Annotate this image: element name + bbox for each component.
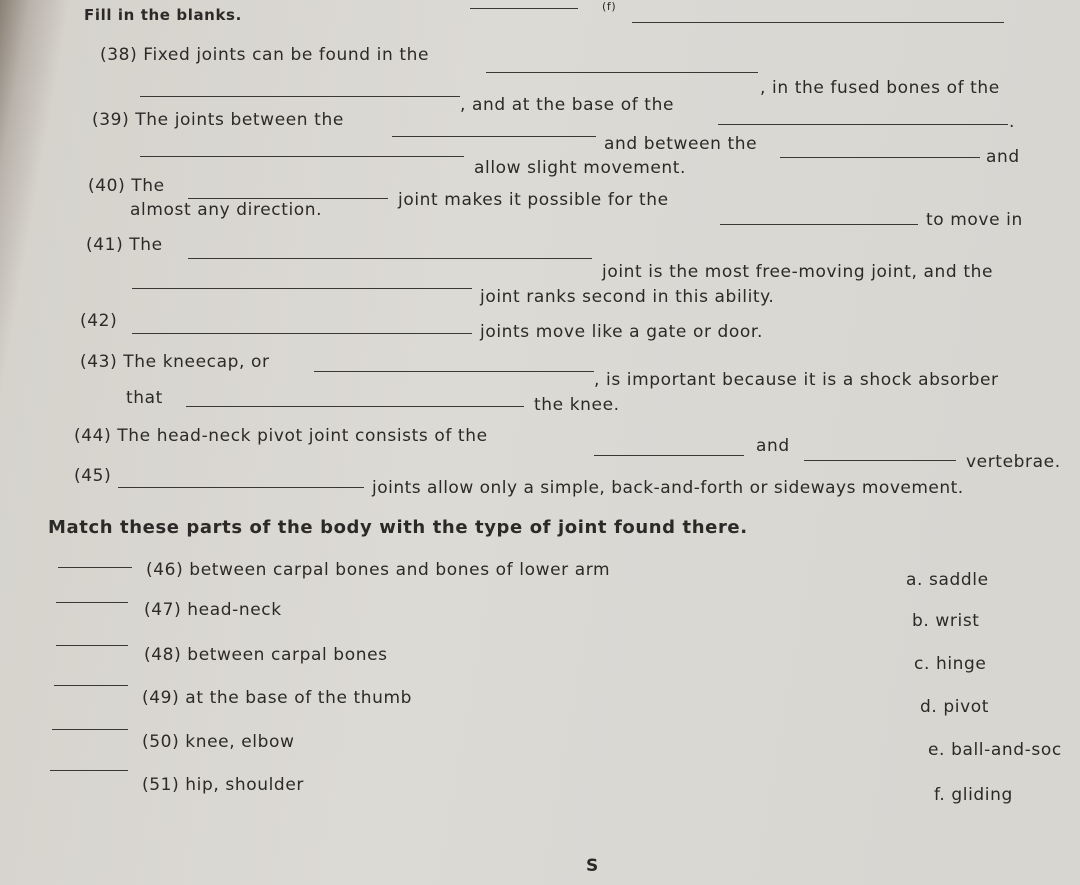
q43-blank-2[interactable] <box>186 406 524 407</box>
q38-text-c: , and at the base of the <box>460 95 675 115</box>
match-option-a: a. saddle <box>906 570 989 590</box>
match-item-47: (47) head-neck <box>144 600 282 620</box>
q40-blank-2[interactable] <box>720 224 918 225</box>
answer-blank-48[interactable] <box>56 645 128 646</box>
q40-text-a: (40) The <box>88 176 165 196</box>
q39-blank-1[interactable] <box>392 136 596 137</box>
q42-label: (42) <box>80 311 118 331</box>
q42-text: joints move like a gate or door. <box>480 322 763 342</box>
match-option-e: e. ball-and-soc <box>928 740 1062 760</box>
q38-blank-3[interactable] <box>718 124 1008 125</box>
q44-text-c: vertebrae. <box>966 452 1061 472</box>
q38-text-d: . <box>1009 112 1016 132</box>
blank-top-1[interactable] <box>470 8 578 9</box>
q43-text-c: that <box>126 388 163 408</box>
q38-text-b: , in the fused bones of the <box>760 78 1000 98</box>
q41-text-a: (41) The <box>86 235 163 255</box>
q41-blank-1[interactable] <box>188 258 592 259</box>
page-mark: S <box>586 856 599 876</box>
q39-text-b: and between the <box>604 134 758 154</box>
q45-blank[interactable] <box>118 487 364 488</box>
match-item-51: (51) hip, shoulder <box>142 775 304 795</box>
blank-top-2[interactable] <box>632 22 1004 23</box>
q38-blank-2[interactable] <box>140 96 460 97</box>
answer-blank-47[interactable] <box>56 602 128 603</box>
answer-blank-49[interactable] <box>54 685 128 686</box>
q40-blank-1[interactable] <box>188 198 388 199</box>
match-item-50: (50) knee, elbow <box>142 732 295 752</box>
q43-text-d: the knee. <box>534 395 620 415</box>
q39-blank-2[interactable] <box>780 157 980 158</box>
answer-blank-50[interactable] <box>52 729 128 730</box>
q41-text-c: joint ranks second in this ability. <box>480 287 775 307</box>
q39-text-d: allow slight movement. <box>474 158 687 178</box>
match-option-b: b. wrist <box>912 611 980 631</box>
match-option-c: c. hinge <box>914 654 987 674</box>
q44-blank-2[interactable] <box>804 460 956 461</box>
answer-blank-46[interactable] <box>58 567 132 568</box>
q40-text-c: to move in <box>926 210 1023 230</box>
q44-blank-1[interactable] <box>594 455 744 456</box>
answer-blank-51[interactable] <box>50 770 128 771</box>
q38-text-a: (38) Fixed joints can be found in the <box>100 45 430 65</box>
q40-text-d: almost any direction. <box>130 200 323 220</box>
q45-label: (45) <box>74 466 112 486</box>
match-option-f: f. gliding <box>934 785 1013 805</box>
q38-blank-1[interactable] <box>486 72 758 73</box>
section-title-fill-blanks: Fill in the blanks. <box>84 6 242 24</box>
match-item-49: (49) at the base of the thumb <box>142 688 413 708</box>
match-item-46: (46) between carpal bones and bones of lower arm <box>146 560 611 580</box>
match-option-d: d. pivot <box>920 697 990 717</box>
q42-blank[interactable] <box>132 333 472 334</box>
match-item-48: (48) between carpal bones <box>144 645 388 665</box>
q43-blank-1[interactable] <box>314 371 594 372</box>
q39-text-c: and <box>986 147 1020 167</box>
q41-text-b: joint is the most free-moving joint, and the <box>602 262 994 282</box>
q44-text-b: and <box>756 436 790 456</box>
section-title-match: Match these parts of the body with the type of joint found there. <box>48 517 748 538</box>
q39-blank-3[interactable] <box>140 156 464 157</box>
corner-label: (f) <box>602 0 617 13</box>
q43-text-a: (43) The kneecap, or <box>80 352 270 372</box>
q45-text: joints allow only a simple, back-and-forth or sideways movement. <box>372 478 964 498</box>
q40-text-b: joint makes it possible for the <box>398 190 669 210</box>
q43-text-b: , is important because it is a shock absorber <box>594 370 999 390</box>
q44-text-a: (44) The head-neck pivot joint consists of the <box>74 426 488 446</box>
q41-blank-2[interactable] <box>132 288 472 289</box>
q39-text-a: (39) The joints between the <box>92 110 344 130</box>
